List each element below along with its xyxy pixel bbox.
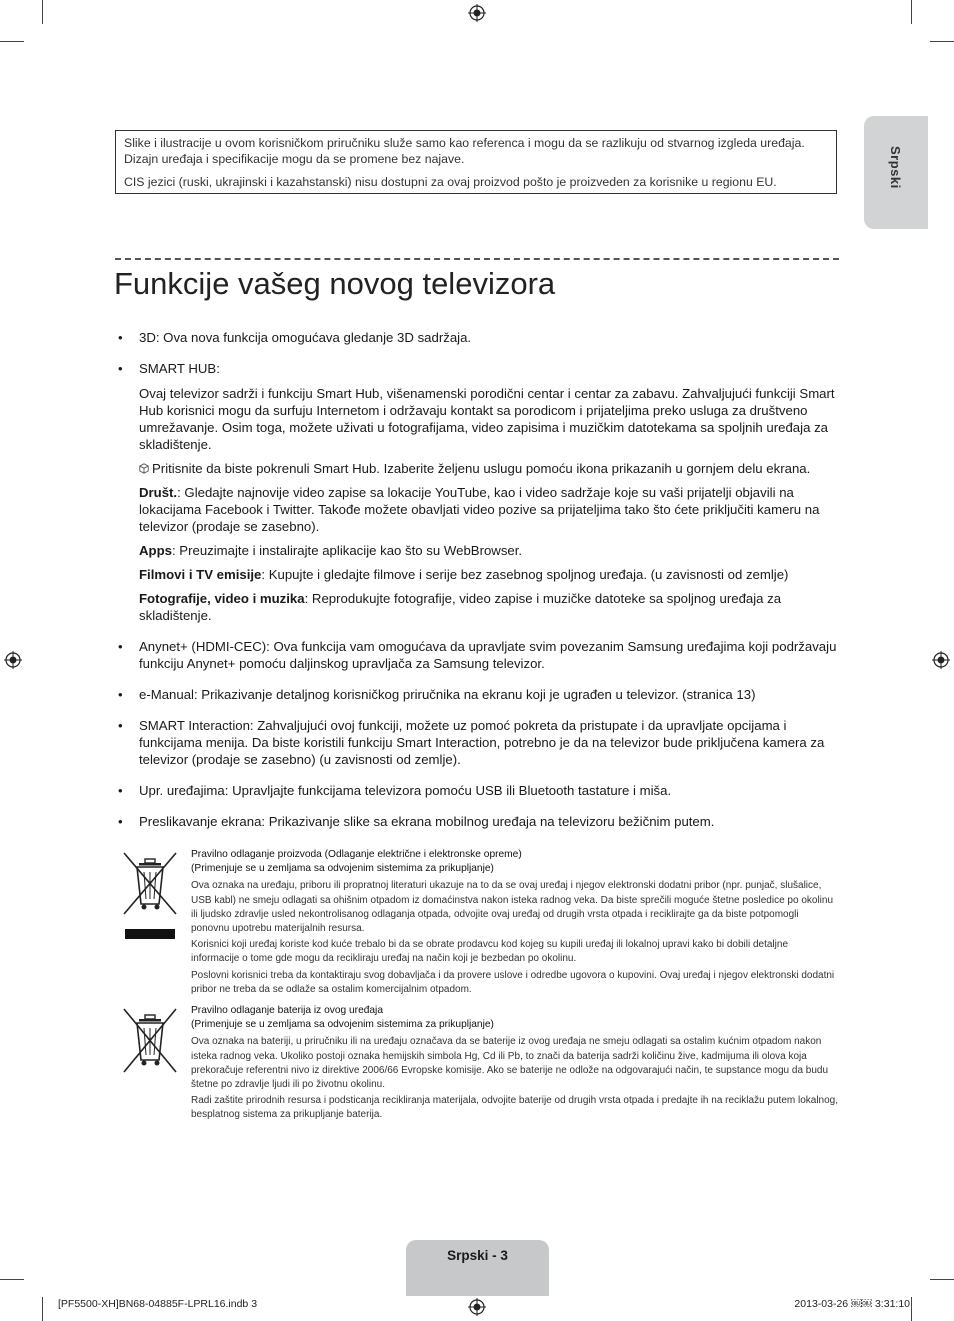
bullet: • <box>118 814 123 829</box>
print-timestamp: 2013-03-26 ￼￼ 3:31:10 <box>794 1298 910 1310</box>
crop-mark <box>42 0 43 24</box>
language-side-tab <box>864 116 928 229</box>
crop-mark <box>930 1279 954 1280</box>
bullet: • <box>118 687 123 702</box>
language-label: Srpski <box>888 146 903 189</box>
feature-description: : Ova nova funkcija omogućava gledanje 3D sadržaja. <box>155 330 472 345</box>
bullet: • <box>118 639 123 654</box>
crop-mark <box>42 1297 43 1321</box>
bullet: • <box>118 783 123 798</box>
registration-mark-icon <box>468 1298 486 1316</box>
feature-term: SMART HUB <box>139 361 217 376</box>
feature-item <box>115 360 839 624</box>
feature-term: e-Manual <box>139 687 194 702</box>
feature-description: : Reprodukujte fotografije, video zapise i muzičke datoteke sa spoljnog uređaja za skladištenje. <box>139 591 782 623</box>
feature-description: : Preuzimajte i instalirajte aplikacije kao što su WebBrowser. <box>171 543 523 558</box>
crossed-bin-icon <box>120 848 178 944</box>
feature-term: Upr. uređajima <box>139 783 225 798</box>
feature-colon: : <box>216 361 220 376</box>
feature-item <box>115 686 839 703</box>
disposal-paragraph: Poslovni korisnici treba da kontaktiraju svog dobavljača i da provere uslove i odredbe ugovora o kupovini. Ovaj uređaj i njegov elektronski dodatni pribor ne treba da se odlaže sa ostalim komercijalnim otpadom. <box>191 969 835 995</box>
feature-term: Preslikavanje ekrana <box>139 814 262 829</box>
feature-item <box>115 717 839 768</box>
print-file-name: [PF5500-XH]BN68-04885F-LPRL16.indb 3 <box>58 1298 258 1310</box>
feature-term: Apps <box>139 543 172 558</box>
disposal-paragraph: Korisnici koji uređaj koriste kod kuće trebalo bi da se obrate prodavcu kod kojeg su kupili uređaj ili lokalnoj upravi kako bi dobili detaljne informacije o tome gde mogu da recikliraju uređaj na način koji je bezbedan po okolinu. <box>191 939 789 965</box>
bullet: • <box>118 330 123 345</box>
disposal-text <box>191 1004 839 1125</box>
page-number-tab <box>406 1240 549 1296</box>
smarthub-intro: Ovaj televizor sadrži i funkciju Smart Hub, višenamenski porodični centar i centar za zabavu. Zahvaljujući funkciji Smart Hub korisnici mogu da surfuju Internetom i održavaju kontakt sa porodicom i prijateljima preko usluga za društveno umrežavanje. Osim toga, možete uživati u fotografijama, video zapisima i muzičkim datotekama sa spoljnih uređaja za skladištenje. <box>139 386 835 452</box>
crop-mark <box>930 41 954 42</box>
crop-mark <box>911 0 912 24</box>
feature-description: : Upravljajte funkcijama televizora pomoću USB ili Bluetooth tastature i miša. <box>224 783 672 798</box>
bullet: • <box>118 361 123 376</box>
disposal-subtitle: (Primenjuje se u zemljama sa odvojenim sistemima za prikupljanje) <box>191 1019 494 1031</box>
disposal-text <box>191 848 839 999</box>
feature-description: : Kupujte i gledajte filmove i serije bez zasebnog spoljnog uređaja. (u zavisnosti od zemlje) <box>261 567 789 582</box>
feature-item <box>115 813 839 830</box>
feature-item <box>115 638 839 672</box>
smarthub-press: Pritisnite da biste pokrenuli Smart Hub. Izaberite željenu uslugu pomoću ikona prikazanih u gornjem delu ekrana. <box>139 460 839 477</box>
disposal-title: Pravilno odlaganje baterija iz ovog uređaja <box>191 1005 383 1016</box>
battery-disposal-section <box>115 1004 839 1129</box>
feature-description: : Ova funkcija vam omogućava da upravljate svim povezanim Samsung uređajima koji podržavaju funkciju Anynet+ pomoću daljinskog upravljača za Samsung televizor. <box>139 639 837 671</box>
feature-term: Društ. <box>139 485 178 500</box>
disposal-paragraph: Ova oznaka na uređaju, priboru ili propratnoj literaturi ukazuje na to da se ovaj uređaj i njegov elektronski dodatni pribor (npr. punjač, slušalice, USB kabl) ne smeju odlagati sa ohišnim otpadom iz domaćinstva nakon isteka radnog veka. Da biste sprečili moguće štetne posledice po okolinu ili ljudsko zdravlje usled nekontrolisanog odlaganja otpada, odvojite ovaj uređaj od drugih vrsta otpada i reciklirajte ga da biste potpomogli ponovnu upotrebu materijalnih resursa. <box>191 880 834 935</box>
registration-mark-icon <box>468 4 486 22</box>
crop-mark <box>911 1297 912 1321</box>
bullet: • <box>118 718 123 733</box>
registration-mark-icon <box>4 651 22 669</box>
notice-box <box>115 130 837 194</box>
disposal-paragraph: Radi zaštite prirodnih resursa i podsticanja recikliranja materijala, odvojite baterije od drugih vrsta otpada i predajte ih na reciklažu putem lokalnog, besplatnog sistema za prikupljanje baterija. <box>191 1095 839 1121</box>
feature-term: Fotografije, video i muzika <box>139 591 305 606</box>
crop-mark <box>0 1279 24 1280</box>
feature-item <box>115 329 839 346</box>
feature-item <box>115 782 839 799</box>
section-divider <box>115 258 839 260</box>
registration-mark-icon <box>932 651 950 669</box>
page-title: Funkcije vašeg novog televizora <box>114 266 556 301</box>
feature-description: : Gledajte najnovije video zapise sa lokacije YouTube, kao i video sadržaje koje su vaši prijatelji objavili na lokacijama Facebook i Twitter. Takođe možete obavljati video pozive sa prijateljima tako što ćete priključiti kameru na televizor (prodaje se zasebno). <box>139 485 820 534</box>
page-number: Srpski - 3 <box>447 1248 508 1263</box>
crossed-battery-bin-icon <box>120 1004 178 1076</box>
notice-text: Slike i ilustracije u ovom korisničkom priručniku služe samo kao referenca i mogu da se razlikuju od stvarnog izgleda uređaja. Dizajn uređaja i specifikacije mogu da se promene bez najave. <box>124 136 805 166</box>
crop-mark <box>0 41 24 42</box>
feature-description: : Zahvaljujući ovoj funkciji, možete uz pomoć pokreta da pristupate i da upravljate opcijama i funkcijama menija. Da biste koristili funkciju Smart Interaction, potrebno je da na televizor bude priključena kamera za televizor (prodaje se zasebno) (u zavisnosti od zemlje). <box>139 718 825 767</box>
disposal-subtitle: (Primenjuje se u zemljama sa odvojenim sistemima za prikupljanje) <box>191 863 494 875</box>
disposal-paragraph: Ova oznaka na bateriji, u priručniku ili na uređaju označava da se baterije iz ovog uređaja ne smeju odlagati sa ostalim kućnim otpadom nakon isteka radnog veka. Ukoliko postoji oznaka hemijskih simbola Hg, Cd ili Pb, to znači da baterija sadrži količinu žive, kadmijuma ili olova koja prekoračuje referentni nivo iz direktive 2006/66 Evropske komisije. Ako se baterije ne odlože na odgovarajući način, te supstance mogu da budu štetne po zdravlje ljudi ili po životnu okolinu. <box>191 1036 829 1091</box>
feature-description: : Prikazivanje detaljnog korisničkog priručnika na ekranu koji je ugrađen u televizor. (stranica 13) <box>193 687 756 702</box>
feature-list <box>115 329 839 844</box>
weee-disposal-section <box>115 848 839 998</box>
feature-term: 3D <box>139 330 156 345</box>
feature-term: SMART Interaction <box>139 718 250 733</box>
feature-term: Filmovi i TV emisije <box>139 567 262 582</box>
notice-text: CIS jezici (ruski, ukrajinski i kazahstanski) nisu dostupni za ovaj proizvod pošto je proizveden za korisnike u regionu EU. <box>124 175 777 189</box>
disposal-title: Pravilno odlaganje proizvoda (Odlaganje električne i elektronske opreme) <box>191 849 522 860</box>
feature-description: : Prikazivanje slike sa ekrana mobilnog uređaja na televizoru bežičnim putem. <box>261 814 715 829</box>
smart-hub-icon <box>139 463 149 474</box>
feature-term: Anynet+ (HDMI-CEC) <box>139 639 267 654</box>
